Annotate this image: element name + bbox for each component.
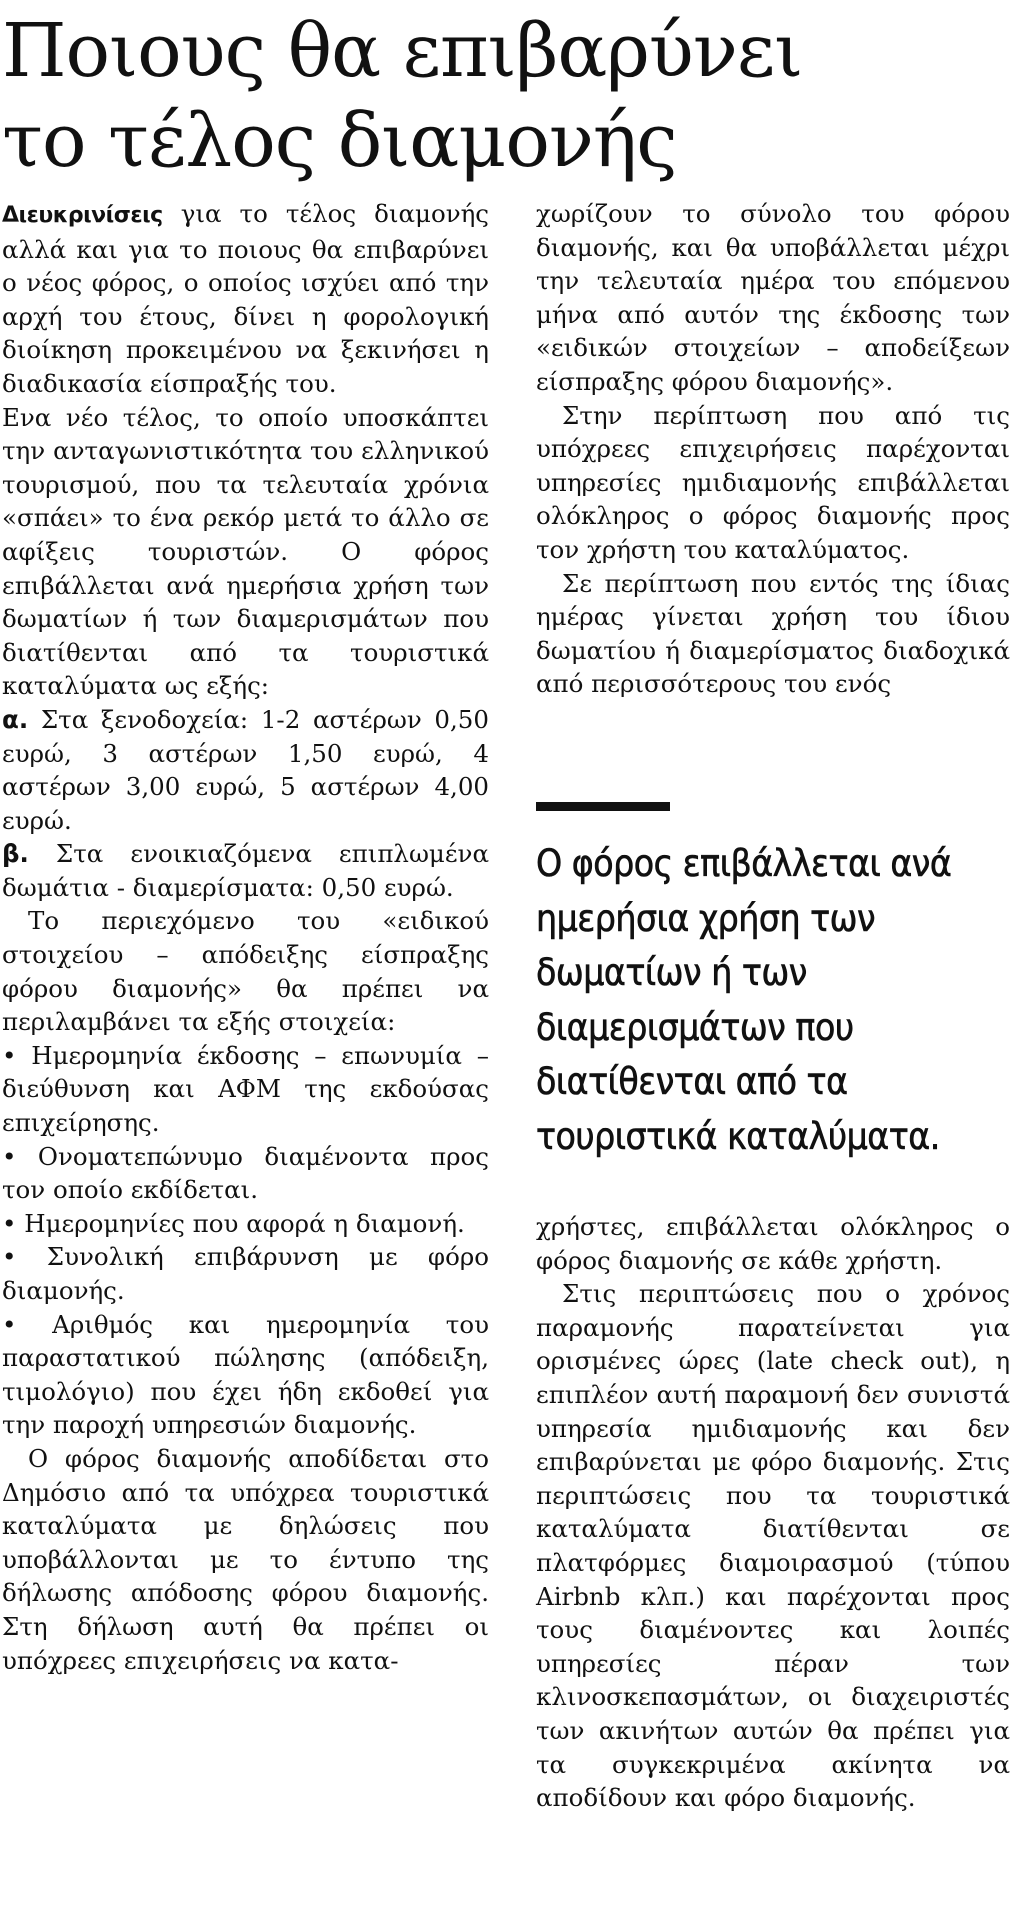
paragraph-intro	[2, 197, 489, 401]
bullet-item: • Ημερομηνία έκδοσης – επωνυμία – διεύθυνση και ΑΦΜ της εκδούσας επιχείρησης.	[2, 1040, 489, 1138]
bullet-item: • Αριθμός και ημερομηνία του παραστατικού πώλησης (απόδειξη, τιμολόγιο) που έχει ήδη εκδοθεί για την παροχή υπηρεσιών διαμονής.	[2, 1309, 489, 1440]
pull-quote-text: Ο φόρος επιβάλλεται ανά ημερήσια χρήση των δωματίων ή των διαμερισμάτων που διατίθενται από τα τουριστικά καταλύματα.	[536, 842, 952, 1158]
paragraph-context: Ενα νέο τέλος, το οποίο υποσκάπτει την ανταγωνιστικότητα του ελληνικού τουρισμού, που τα τελευταία χρόνια «σπάει» το ένα ρεκόρ μετά το άλλο σε αφίξεις τουριστών. Ο φόρος επιβάλλεται ανά ημερήσια χρήση των δωματίων ή των διαμερισμάτων που διατίθενται από τα τουριστικά καταλύματα ως εξής:	[2, 402, 489, 701]
paragraph-intro-text: για το τέλος διαμονής αλλά και για το ποιους θα επιβαρύνει ο νέος φόρος, ο οποίος ισχύει από την αρχή του έτους, δίνει η φορολογική διοίκηση προκειμένου να ξεκινήσει η διαδικασία είσπραξής του.	[2, 199, 490, 398]
pull-quote	[536, 802, 1010, 1164]
pull-quote-rule	[536, 802, 670, 811]
list-label-a: α.	[2, 704, 29, 734]
article-title-line-1: Ποιους θα επιβαρύνει	[2, 8, 803, 94]
lead-word: Διευκρινίσεις	[2, 203, 163, 228]
left-column	[2, 197, 489, 1677]
list-label-b: β.	[2, 839, 29, 869]
bullet-item: • Ημερομηνίες που αφορά η διαμονή.	[2, 1208, 465, 1238]
bullet-item: • Ονοματεπώνυμο διαμένοντα προς τον οποίο εκδίδεται.	[2, 1141, 489, 1205]
list-text-rooms: Στα ενοικιαζόμενα επιπλωμένα δωμάτια - διαμερίσματα: 0,50 ευρώ.	[2, 839, 489, 902]
list-item-rooms	[2, 837, 489, 904]
right-column-bottom	[536, 1210, 1010, 1815]
article-title	[2, 6, 1012, 186]
article-title-line-2: το τέλος διαμονής	[2, 98, 677, 184]
paragraph-receipt-contents: Το περιεχόμενο του «ειδικού στοιχείου – απόδειξης είσπραξης φόρου διαμονής» θα πρέπει να περιλαμβάνει τα εξής στοιχεία:	[2, 906, 489, 1037]
bullet-item: • Συνολική επιβάρυνση με φόρο διαμονής.	[2, 1242, 489, 1305]
paragraph-each-user: χρήστες, επιβάλλεται ολόκληρος ο φόρος διαμονής σε κάθε χρήστη.	[536, 1212, 1010, 1275]
paragraph-late-checkout: Στις περιπτώσεις που ο χρόνος παραμονής παρατείνεται για ορισμένες ώρες (late check out), η επιπλέον αυτή παραμονή δεν συνιστά υπηρεσία ημιδιαμονής και δεν επιβαρύνεται με φόρο διαμονής. Στις περιπτώσεις που τα τουριστικά καταλύματα διατίθενται σε πλατφόρμες διαμοιρασμού (τύπου Airbnb κλπ.) και παρέχονται προς τους διαμένοντες και λοιπές υπηρεσίες πέραν των κλινοσκεπασμάτων, οι διαχειριστές των ακινήτων αυτών θα πρέπει για τα συγκεκριμένα ακίνητα να αποδίδουν και φόρο διαμονής.	[536, 1279, 1010, 1813]
list-text-hotels: Στα ξενοδοχεία: 1-2 αστέρων 0,50 ευρώ, 3 αστέρων 1,50 ευρώ, 4 αστέρων 3,00 ευρώ, 5 αστέρων 4,00 ευρώ.	[2, 704, 489, 835]
paragraph-same-day: Σε περίπτωση που εντός της ίδιας ημέρας γίνεται χρήση του ίδιου δωματίου ή διαμερίσματος διαδοχικά από περισσότερους του ενός	[536, 568, 1010, 699]
paragraph-declaration: χωρίζουν το σύνολο του φόρου διαμονής, και θα υποβάλλεται μέχρι την τελευταία ημέρα του επόμενου μήνα από αυτόν της έκδοσης των «ειδικών στοιχείων – αποδείξεων είσπραξης φόρου διαμονής».	[536, 199, 1010, 396]
right-column-top	[536, 197, 1010, 701]
paragraph-payment: Ο φόρος διαμονής αποδίδεται στο Δημόσιο από τα υπόχρεα τουριστικά καταλύματα με δηλώσεις που υποβάλλονται με το έντυπο της δήλωσης απόδοσης φόρου διαμονής. Στη δήλωση αυτή θα πρέπει οι υπόχρεες επιχειρήσεις να κατα-	[2, 1443, 489, 1675]
paragraph-half-stay: Στην περίπτωση που από τις υπόχρεες επιχειρήσεις παρέχονται υπηρεσίες ημιδιαμονής επιβάλλεται ολόκληρος ο φόρος διαμονής προς τον χρήστη του καταλύματος.	[536, 400, 1010, 564]
list-item-hotels	[2, 703, 489, 837]
